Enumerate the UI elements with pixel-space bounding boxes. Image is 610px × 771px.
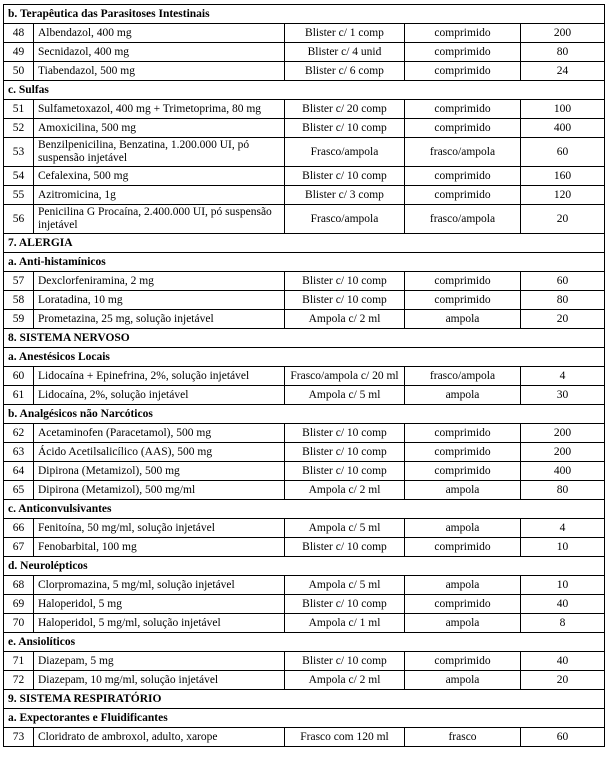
section-title: d. Neurolépticos [4,557,605,576]
quantity: 60 [521,728,605,747]
packaging: Blister c/ 20 comp [285,100,405,119]
quantity: 8 [521,614,605,633]
quantity: 20 [521,205,605,234]
medication-name: Amoxicilina, 500 mg [34,119,285,138]
item-number: 53 [4,138,34,167]
unit-type: ampola [405,481,521,500]
item-number: 66 [4,519,34,538]
quantity: 24 [521,62,605,81]
medication-name: Lidocaína, 2%, solução injetável [34,386,285,405]
quantity: 20 [521,671,605,690]
item-number: 63 [4,443,34,462]
quantity: 80 [521,43,605,62]
medication-name: Sulfametoxazol, 400 mg + Trimetoprima, 80 mg [34,100,285,119]
item-number: 61 [4,386,34,405]
medication-name: Cloridrato de ambroxol, adulto, xarope [34,728,285,747]
quantity: 200 [521,424,605,443]
medication-name: Prometazina, 25 mg, solução injetável [34,310,285,329]
item-number: 50 [4,62,34,81]
table-row [4,462,605,481]
item-number: 48 [4,24,34,43]
item-number: 52 [4,119,34,138]
table-row [4,119,605,138]
table-row [4,100,605,119]
item-number: 64 [4,462,34,481]
item-number: 49 [4,43,34,62]
quantity: 4 [521,367,605,386]
medication-name: Cefalexina, 500 mg [34,167,285,186]
quantity: 400 [521,462,605,481]
section-header-row [4,81,605,100]
unit-type: comprimido [405,62,521,81]
section-title: e. Ansiolíticos [4,633,605,652]
packaging: Blister c/ 10 comp [285,443,405,462]
packaging: Blister c/ 4 unid [285,43,405,62]
section-title: 8. SISTEMA NERVOSO [4,329,605,348]
medication-name: Haloperidol, 5 mg [34,595,285,614]
packaging: Blister c/ 1 comp [285,24,405,43]
quantity: 80 [521,291,605,310]
item-number: 56 [4,205,34,234]
unit-type: comprimido [405,167,521,186]
medication-name: Haloperidol, 5 mg/ml, solução injetável [34,614,285,633]
section-title: a. Expectorantes e Fluidificantes [4,709,605,728]
quantity: 20 [521,310,605,329]
medication-table-body [4,5,605,747]
quantity: 160 [521,167,605,186]
packaging: Ampola c/ 2 ml [285,671,405,690]
item-number: 73 [4,728,34,747]
table-row [4,614,605,633]
unit-type: ampola [405,519,521,538]
quantity: 200 [521,24,605,43]
packaging: Blister c/ 6 comp [285,62,405,81]
unit-type: comprimido [405,424,521,443]
packaging: Blister c/ 10 comp [285,538,405,557]
unit-type: frasco/ampola [405,367,521,386]
unit-type: comprimido [405,272,521,291]
item-number: 60 [4,367,34,386]
table-row [4,205,605,234]
table-row [4,671,605,690]
unit-type: comprimido [405,186,521,205]
table-row [4,595,605,614]
packaging: Blister c/ 10 comp [285,462,405,481]
item-number: 68 [4,576,34,595]
packaging: Blister c/ 10 comp [285,272,405,291]
item-number: 58 [4,291,34,310]
medication-name: Clorpromazina, 5 mg/ml, solução injetável [34,576,285,595]
medication-name: Benzilpenicilina, Benzatina, 1.200.000 UI, pó suspensão injetável [34,138,285,167]
packaging: Blister c/ 10 comp [285,119,405,138]
section-header-row [4,405,605,424]
section-header-row [4,633,605,652]
item-number: 69 [4,595,34,614]
section-header-row [4,690,605,709]
section-header-row [4,234,605,253]
packaging: Ampola c/ 1 ml [285,614,405,633]
section-title: a. Anestésicos Locais [4,348,605,367]
medication-name: Secnidazol, 400 mg [34,43,285,62]
section-title: a. Anti-histamínicos [4,253,605,272]
table-row [4,481,605,500]
medication-name: Penicilina G Procaína, 2.400.000 UI, pó suspensão injetável [34,205,285,234]
table-row [4,386,605,405]
section-title: 7. ALERGIA [4,234,605,253]
packaging: Blister c/ 10 comp [285,652,405,671]
medication-name: Fenobarbital, 100 mg [34,538,285,557]
packaging: Ampola c/ 2 ml [285,310,405,329]
quantity: 200 [521,443,605,462]
packaging: Blister c/ 10 comp [285,595,405,614]
unit-type: ampola [405,310,521,329]
packaging: Ampola c/ 5 ml [285,519,405,538]
unit-type: ampola [405,671,521,690]
medication-name: Diazepam, 5 mg [34,652,285,671]
unit-type: comprimido [405,652,521,671]
quantity: 80 [521,481,605,500]
table-row [4,186,605,205]
unit-type: ampola [405,614,521,633]
quantity: 30 [521,386,605,405]
section-header-row [4,329,605,348]
item-number: 62 [4,424,34,443]
unit-type: comprimido [405,43,521,62]
unit-type: frasco/ampola [405,205,521,234]
section-title: 9. SISTEMA RESPIRATÓRIO [4,690,605,709]
table-row [4,652,605,671]
section-header-row [4,557,605,576]
item-number: 65 [4,481,34,500]
item-number: 72 [4,671,34,690]
quantity: 120 [521,186,605,205]
table-row [4,576,605,595]
unit-type: comprimido [405,462,521,481]
medication-name: Lidocaína + Epinefrina, 2%, solução injetável [34,367,285,386]
unit-type: ampola [405,576,521,595]
quantity: 60 [521,272,605,291]
medication-name: Diazepam, 10 mg/ml, solução injetável [34,671,285,690]
medication-name: Albendazol, 400 mg [34,24,285,43]
medication-table [3,4,605,747]
section-title: c. Sulfas [4,81,605,100]
item-number: 55 [4,186,34,205]
table-row [4,167,605,186]
section-header-row [4,253,605,272]
medication-name: Ácido Acetilsalicílico (AAS), 500 mg [34,443,285,462]
section-header-row [4,500,605,519]
packaging: Frasco com 120 ml [285,728,405,747]
unit-type: comprimido [405,443,521,462]
packaging: Frasco/ampola c/ 20 ml [285,367,405,386]
unit-type: comprimido [405,538,521,557]
table-row [4,367,605,386]
packaging: Blister c/ 3 comp [285,186,405,205]
packaging: Blister c/ 10 comp [285,291,405,310]
quantity: 40 [521,652,605,671]
packaging: Blister c/ 10 comp [285,424,405,443]
section-header-row [4,5,605,24]
item-number: 57 [4,272,34,291]
quantity: 40 [521,595,605,614]
packaging: Frasco/ampola [285,138,405,167]
medication-name: Loratadina, 10 mg [34,291,285,310]
quantity: 10 [521,538,605,557]
packaging: Blister c/ 10 comp [285,167,405,186]
table-row [4,728,605,747]
table-row [4,519,605,538]
item-number: 71 [4,652,34,671]
packaging: Ampola c/ 2 ml [285,481,405,500]
medication-name: Dipirona (Metamizol), 500 mg [34,462,285,481]
table-row [4,424,605,443]
unit-type: comprimido [405,24,521,43]
item-number: 70 [4,614,34,633]
unit-type: comprimido [405,595,521,614]
medication-name: Tiabendazol, 500 mg [34,62,285,81]
medication-name: Fenitoína, 50 mg/ml, solução injetável [34,519,285,538]
unit-type: comprimido [405,291,521,310]
medication-name: Dexclorfeniramina, 2 mg [34,272,285,291]
quantity: 60 [521,138,605,167]
table-row [4,43,605,62]
item-number: 51 [4,100,34,119]
section-title: c. Anticonvulsivantes [4,500,605,519]
section-header-row [4,348,605,367]
section-title: b. Terapêutica das Parasitoses Intestinais [4,5,605,24]
quantity: 10 [521,576,605,595]
table-row [4,24,605,43]
unit-type: ampola [405,386,521,405]
table-row [4,310,605,329]
table-row [4,443,605,462]
table-row [4,62,605,81]
table-row [4,272,605,291]
item-number: 59 [4,310,34,329]
quantity: 400 [521,119,605,138]
packaging: Frasco/ampola [285,205,405,234]
packaging: Ampola c/ 5 ml [285,386,405,405]
section-title: b. Analgésicos não Narcóticos [4,405,605,424]
quantity: 100 [521,100,605,119]
unit-type: comprimido [405,100,521,119]
table-row [4,138,605,167]
table-row [4,291,605,310]
item-number: 67 [4,538,34,557]
unit-type: comprimido [405,119,521,138]
medication-name: Azitromicina, 1g [34,186,285,205]
table-row [4,538,605,557]
section-header-row [4,709,605,728]
medication-name: Dipirona (Metamizol), 500 mg/ml [34,481,285,500]
packaging: Ampola c/ 5 ml [285,576,405,595]
medication-name: Acetaminofen (Paracetamol), 500 mg [34,424,285,443]
quantity: 4 [521,519,605,538]
unit-type: frasco/ampola [405,138,521,167]
unit-type: frasco [405,728,521,747]
item-number: 54 [4,167,34,186]
